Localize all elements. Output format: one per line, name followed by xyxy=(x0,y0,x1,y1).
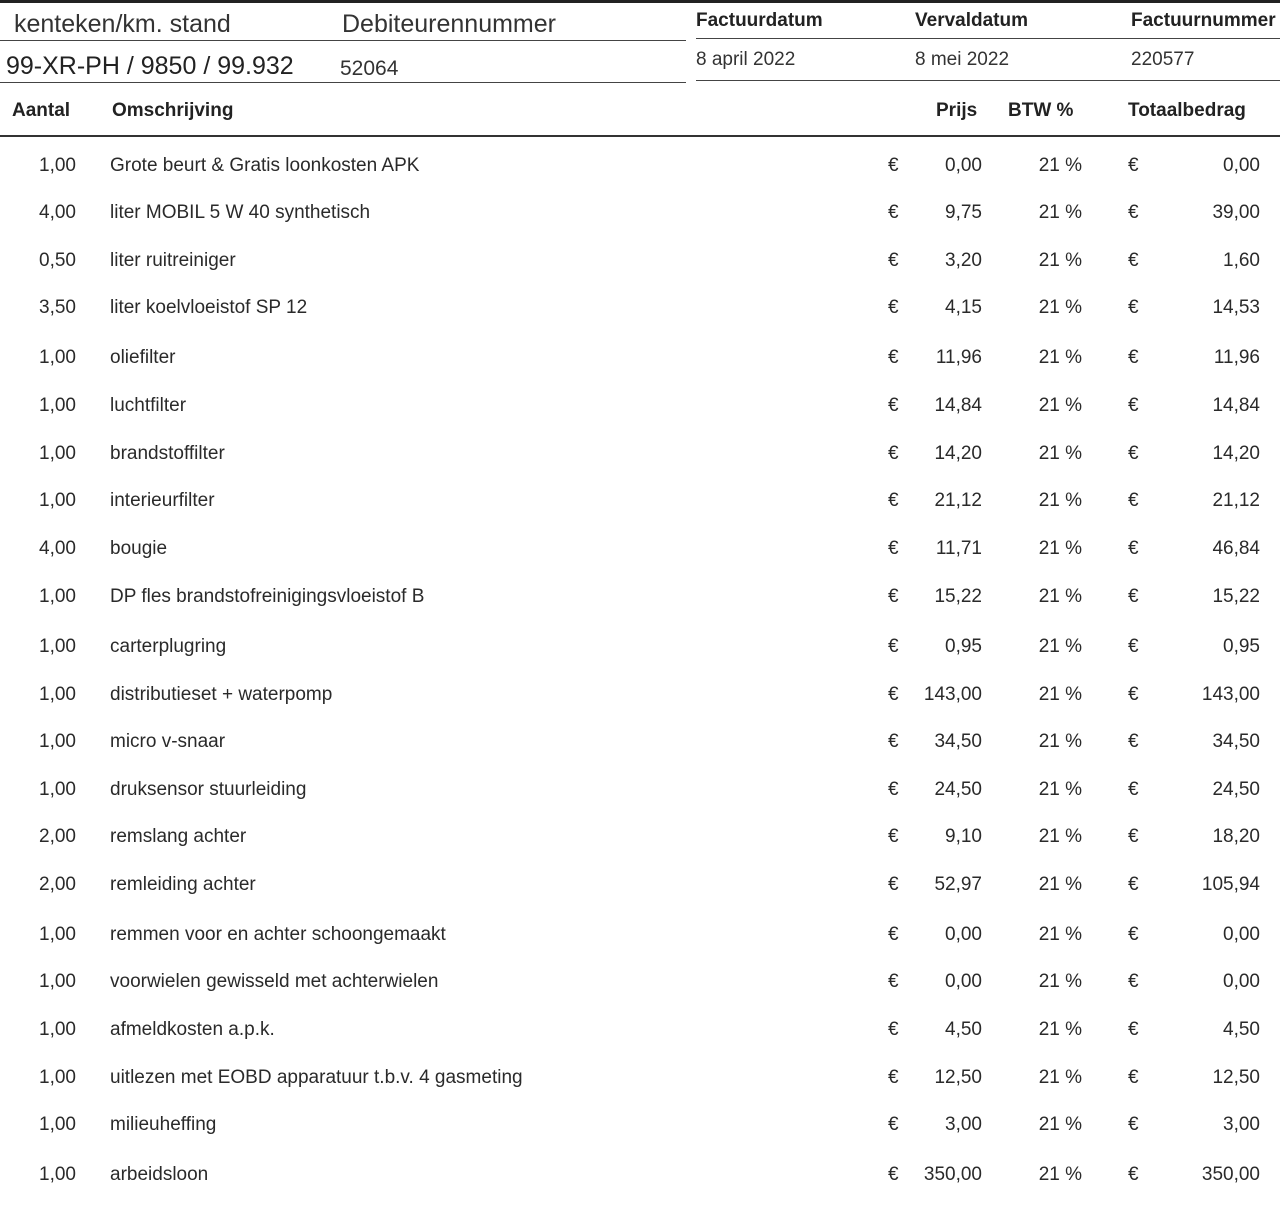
row-quantity: 1,00 xyxy=(39,490,76,511)
header-rule-4 xyxy=(696,80,1280,81)
row-price: 4,15 xyxy=(945,297,982,318)
row-price: 14,84 xyxy=(934,395,982,416)
row-total-currency: € xyxy=(1128,971,1139,992)
row-quantity: 1,00 xyxy=(39,395,76,416)
row-quantity: 1,00 xyxy=(39,347,76,368)
row-description: arbeidsloon xyxy=(110,1164,209,1185)
table-row xyxy=(0,874,1280,921)
row-total: 12,50 xyxy=(1212,1067,1260,1088)
row-quantity: 1,00 xyxy=(39,684,76,705)
col-description: Omschrijving xyxy=(112,100,234,121)
row-price-currency: € xyxy=(888,1067,899,1088)
row-total: 24,50 xyxy=(1212,779,1260,800)
row-price: 9,10 xyxy=(945,826,982,847)
row-quantity: 1,00 xyxy=(39,636,76,657)
row-description: oliefilter xyxy=(110,347,176,368)
table-row xyxy=(0,538,1280,585)
row-description: remleiding achter xyxy=(110,874,256,895)
table-row xyxy=(0,490,1280,537)
row-total-currency: € xyxy=(1128,297,1139,318)
row-vat: 21 % xyxy=(1038,250,1082,271)
table-row xyxy=(0,586,1280,633)
row-vat: 21 % xyxy=(1038,731,1082,752)
row-total: 11,96 xyxy=(1213,347,1260,368)
row-price-currency: € xyxy=(888,971,899,992)
row-quantity: 1,00 xyxy=(39,1019,76,1040)
row-price: 143,00 xyxy=(923,684,982,705)
row-price-currency: € xyxy=(888,347,899,368)
row-price-currency: € xyxy=(888,297,899,318)
table-row xyxy=(0,297,1280,344)
row-total-currency: € xyxy=(1128,250,1139,271)
invoice-date-value: 8 april 2022 xyxy=(696,49,796,70)
row-vat: 21 % xyxy=(1038,684,1082,705)
row-description: DP fles brandstofreinigingsvloeistof B xyxy=(110,586,425,607)
table-row xyxy=(0,1019,1280,1066)
row-total: 14,20 xyxy=(1212,443,1260,464)
license-value: 99-XR-PH / 9850 / 99.932 xyxy=(6,52,294,80)
row-price-currency: € xyxy=(888,443,899,464)
row-description: druksensor stuurleiding xyxy=(110,779,307,800)
row-price: 52,97 xyxy=(934,874,982,895)
row-vat: 21 % xyxy=(1038,395,1082,416)
row-total-currency: € xyxy=(1128,636,1139,657)
row-description: uitlezen met EOBD apparatuur t.b.v. 4 gasmeting xyxy=(110,1067,523,1088)
row-price-currency: € xyxy=(888,636,899,657)
row-total: 14,84 xyxy=(1212,395,1260,416)
row-price-currency: € xyxy=(888,826,899,847)
row-price: 0,00 xyxy=(945,924,982,945)
row-vat: 21 % xyxy=(1038,874,1082,895)
row-vat: 21 % xyxy=(1038,1067,1082,1088)
header-rule-1 xyxy=(0,40,686,41)
row-total: 4,50 xyxy=(1223,1019,1260,1040)
row-total: 0,00 xyxy=(1223,924,1260,945)
row-quantity: 1,00 xyxy=(39,924,76,945)
row-price-currency: € xyxy=(888,684,899,705)
row-price: 3,20 xyxy=(945,250,982,271)
row-vat: 21 % xyxy=(1038,1164,1082,1185)
row-price: 350,00 xyxy=(923,1164,982,1185)
row-total: 18,20 xyxy=(1212,826,1260,847)
table-row xyxy=(0,684,1280,731)
row-vat: 21 % xyxy=(1038,1019,1082,1040)
row-quantity: 3,50 xyxy=(39,297,76,318)
row-price: 21,12 xyxy=(934,490,982,511)
row-price: 15,22 xyxy=(934,586,982,607)
row-quantity: 1,00 xyxy=(39,779,76,800)
row-total-currency: € xyxy=(1128,684,1139,705)
license-label: kenteken/km. stand xyxy=(14,10,231,38)
row-price-currency: € xyxy=(888,538,899,559)
table-row xyxy=(0,731,1280,778)
table-header-rule xyxy=(0,135,1280,137)
row-price-currency: € xyxy=(888,1164,899,1185)
row-total-currency: € xyxy=(1128,1164,1139,1185)
row-total-currency: € xyxy=(1128,586,1139,607)
row-price: 3,00 xyxy=(945,1114,982,1135)
row-quantity: 0,50 xyxy=(39,250,76,271)
row-description: afmeldkosten a.p.k. xyxy=(110,1019,275,1040)
row-price-currency: € xyxy=(888,250,899,271)
debtor-value: 52064 xyxy=(340,57,399,80)
row-price-currency: € xyxy=(888,874,899,895)
row-total-currency: € xyxy=(1128,1067,1139,1088)
row-vat: 21 % xyxy=(1038,1114,1082,1135)
row-description: liter MOBIL 5 W 40 synthetisch xyxy=(110,202,371,223)
row-quantity: 1,00 xyxy=(39,1114,76,1135)
row-description: remslang achter xyxy=(110,826,247,847)
row-total: 143,00 xyxy=(1201,684,1260,705)
row-price-currency: € xyxy=(888,586,899,607)
row-price-currency: € xyxy=(888,924,899,945)
row-total: 350,00 xyxy=(1201,1164,1260,1185)
row-description: brandstoffilter xyxy=(110,443,225,464)
row-price: 24,50 xyxy=(934,779,982,800)
row-total: 1,60 xyxy=(1223,250,1260,271)
row-description: carterplugring xyxy=(110,636,227,657)
table-row xyxy=(0,347,1280,394)
row-total-currency: € xyxy=(1128,1114,1139,1135)
row-total-currency: € xyxy=(1128,155,1139,176)
row-total-currency: € xyxy=(1128,538,1139,559)
due-date-value: 8 mei 2022 xyxy=(915,49,1010,70)
row-total: 46,84 xyxy=(1212,538,1260,559)
table-row xyxy=(0,636,1280,683)
table-row xyxy=(0,202,1280,249)
row-total: 0,00 xyxy=(1223,155,1260,176)
invoice-date-label: Factuurdatum xyxy=(696,10,823,31)
row-vat: 21 % xyxy=(1038,779,1082,800)
row-price-currency: € xyxy=(888,1114,899,1135)
row-price-currency: € xyxy=(888,490,899,511)
row-description: liter ruitreiniger xyxy=(110,250,236,271)
due-date-label: Vervaldatum xyxy=(915,10,1028,31)
row-quantity: 2,00 xyxy=(39,874,76,895)
row-total: 39,00 xyxy=(1212,202,1260,223)
row-quantity: 1,00 xyxy=(39,155,76,176)
row-quantity: 1,00 xyxy=(39,443,76,464)
row-quantity: 1,00 xyxy=(39,586,76,607)
table-row xyxy=(0,924,1280,971)
row-quantity: 1,00 xyxy=(39,971,76,992)
row-price-currency: € xyxy=(888,779,899,800)
row-vat: 21 % xyxy=(1038,443,1082,464)
invoice-number-value: 220577 xyxy=(1131,49,1195,70)
row-total-currency: € xyxy=(1128,1019,1139,1040)
row-quantity: 1,00 xyxy=(39,731,76,752)
row-total-currency: € xyxy=(1128,443,1139,464)
row-price: 0,00 xyxy=(945,971,982,992)
row-vat: 21 % xyxy=(1038,586,1082,607)
row-price: 11,96 xyxy=(935,347,982,368)
row-total-currency: € xyxy=(1128,874,1139,895)
row-total-currency: € xyxy=(1128,779,1139,800)
row-price: 0,00 xyxy=(945,155,982,176)
row-description: Grote beurt & Gratis loonkosten APK xyxy=(110,155,420,176)
row-price: 34,50 xyxy=(934,731,982,752)
row-description: liter koelvloeistof SP 12 xyxy=(110,297,308,318)
row-total: 3,00 xyxy=(1223,1114,1260,1135)
table-row xyxy=(0,971,1280,1018)
row-quantity: 1,00 xyxy=(39,1067,76,1088)
row-price-currency: € xyxy=(888,731,899,752)
row-total: 0,95 xyxy=(1223,636,1260,657)
row-description: micro v-snaar xyxy=(110,731,226,752)
row-total: 34,50 xyxy=(1212,731,1260,752)
table-row xyxy=(0,395,1280,442)
table-row xyxy=(0,826,1280,873)
header-rule-2 xyxy=(0,82,686,83)
row-price-currency: € xyxy=(888,202,899,223)
row-price: 14,20 xyxy=(934,443,982,464)
row-quantity: 4,00 xyxy=(39,202,76,223)
row-vat: 21 % xyxy=(1038,347,1082,368)
row-vat: 21 % xyxy=(1038,636,1082,657)
table-row xyxy=(0,1114,1280,1161)
row-description: remmen voor en achter schoongemaakt xyxy=(110,924,446,945)
row-price: 11,71 xyxy=(935,538,982,559)
row-total-currency: € xyxy=(1128,490,1139,511)
invoice-number-label: Factuurnummer xyxy=(1131,10,1276,31)
row-total-currency: € xyxy=(1128,395,1139,416)
row-quantity: 4,00 xyxy=(39,538,76,559)
row-price: 0,95 xyxy=(945,636,982,657)
row-total-currency: € xyxy=(1128,731,1139,752)
row-total: 0,00 xyxy=(1223,971,1260,992)
row-total: 21,12 xyxy=(1212,490,1260,511)
row-description: luchtfilter xyxy=(110,395,187,416)
row-vat: 21 % xyxy=(1038,924,1082,945)
row-vat: 21 % xyxy=(1038,297,1082,318)
table-row xyxy=(0,250,1280,297)
row-total-currency: € xyxy=(1128,924,1139,945)
row-description: distributieset + waterpomp xyxy=(110,684,333,705)
row-quantity: 2,00 xyxy=(39,826,76,847)
row-total-currency: € xyxy=(1128,347,1139,368)
row-vat: 21 % xyxy=(1038,538,1082,559)
col-vat: BTW % xyxy=(1008,100,1074,121)
row-total-currency: € xyxy=(1128,202,1139,223)
row-price: 4,50 xyxy=(945,1019,982,1040)
table-row xyxy=(0,1067,1280,1114)
row-total-currency: € xyxy=(1128,826,1139,847)
row-vat: 21 % xyxy=(1038,155,1082,176)
row-vat: 21 % xyxy=(1038,826,1082,847)
table-row xyxy=(0,1164,1280,1211)
row-vat: 21 % xyxy=(1038,490,1082,511)
row-total: 105,94 xyxy=(1201,874,1260,895)
row-description: bougie xyxy=(110,538,168,559)
row-price: 12,50 xyxy=(934,1067,982,1088)
col-price: Prijs xyxy=(936,100,978,121)
row-description: milieuheffing xyxy=(110,1114,217,1135)
table-row xyxy=(0,155,1280,202)
top-border xyxy=(0,0,1280,3)
row-quantity: 1,00 xyxy=(39,1164,76,1185)
row-price-currency: € xyxy=(888,395,899,416)
row-total: 14,53 xyxy=(1212,297,1260,318)
table-row xyxy=(0,443,1280,490)
table-row xyxy=(0,779,1280,826)
row-description: interieurfilter xyxy=(110,490,215,511)
col-quantity: Aantal xyxy=(12,100,71,121)
header-rule-3 xyxy=(696,38,1280,39)
row-price: 9,75 xyxy=(945,202,982,223)
row-price-currency: € xyxy=(888,155,899,176)
debtor-label: Debiteurennummer xyxy=(342,10,556,38)
col-total: Totaalbedrag xyxy=(1128,100,1246,121)
row-vat: 21 % xyxy=(1038,971,1082,992)
row-description: voorwielen gewisseld met achterwielen xyxy=(110,971,439,992)
row-vat: 21 % xyxy=(1038,202,1082,223)
row-total: 15,22 xyxy=(1212,586,1260,607)
row-price-currency: € xyxy=(888,1019,899,1040)
